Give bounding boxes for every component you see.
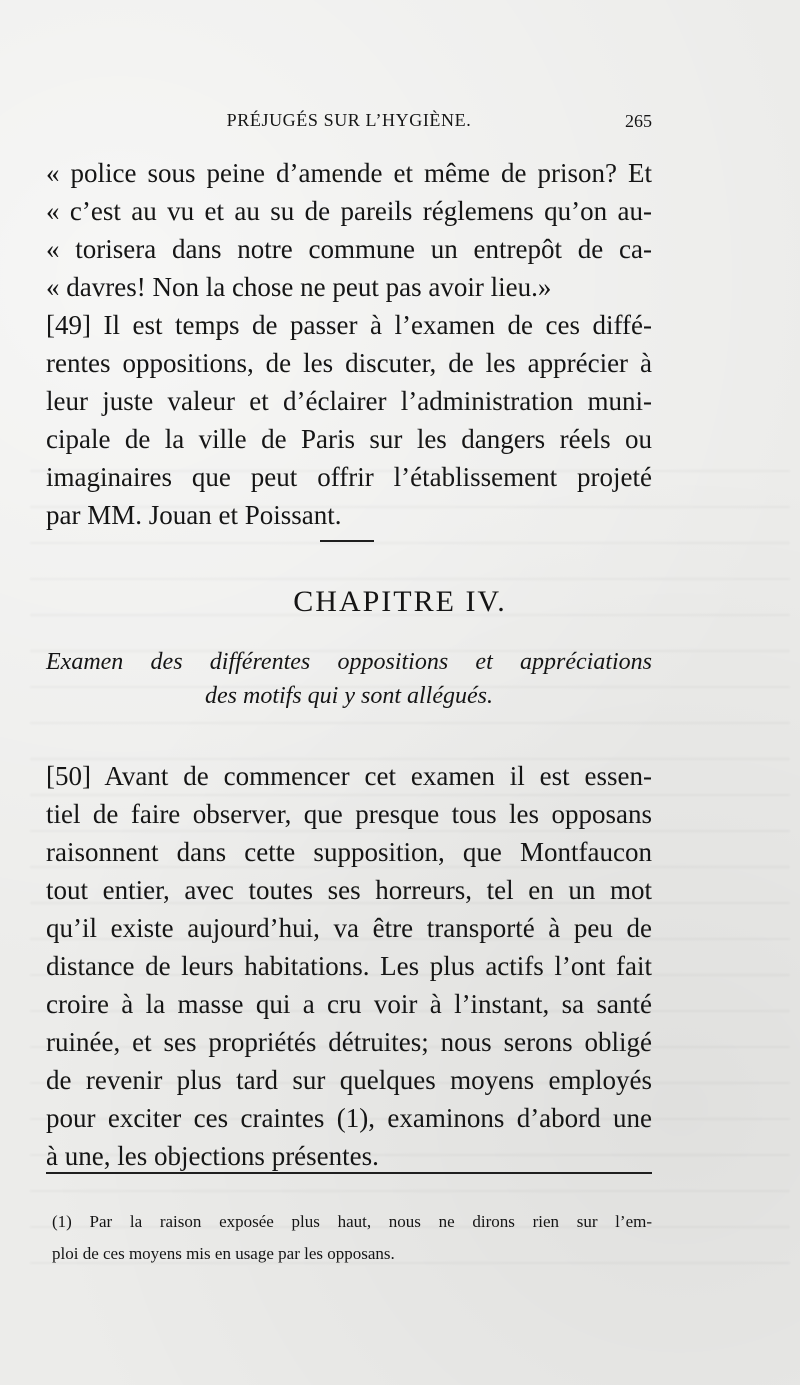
subtitle-line: Examen des différentes oppositions et appréciations — [46, 649, 652, 675]
body-line: [49] Il est temps de passer à l’examen de ces diffé- — [46, 310, 652, 340]
body-line: croire à la masse qui a cru voir à l’instant, sa santé — [46, 989, 652, 1019]
body-line: « torisera dans notre commune un entrepôt de ca- — [46, 234, 652, 264]
chapter-title: CHAPITRE IV. — [293, 585, 507, 618]
body-line: raisonnent dans cette supposition, que Montfaucon — [46, 837, 652, 867]
body-line: leur juste valeur et d’éclairer l’administration muni- — [46, 386, 652, 416]
body-line: tout entier, avec toutes ses horreurs, tel en un mot — [46, 875, 652, 905]
body-line: « police sous peine d’amende et même de prison? Et — [46, 158, 652, 188]
footnote-line: (1) Par la raison exposée plus haut, nous ne dirons rien sur l’em- — [52, 1212, 652, 1231]
body-line: par MM. Jouan et Poissant. — [46, 500, 342, 530]
body-line: rentes oppositions, de les discuter, de les apprécier à — [46, 348, 652, 378]
body-line: distance de leurs habitations. Les plus actifs l’ont fait — [46, 951, 652, 981]
footnote — [52, 1206, 652, 1270]
page-header — [46, 102, 652, 136]
body-line: « c’est au vu et au su de pareils réglemens qu’on au- — [46, 196, 652, 226]
body-line: pour exciter ces craintes (1), examinons d’abord une — [46, 1103, 652, 1133]
footnote-line: ploi de ces moyens mis en usage par les opposans. — [52, 1244, 395, 1263]
body-line: de revenir plus tard sur quelques moyens employés — [46, 1065, 652, 1095]
body-line: « davres! Non la chose ne peut pas avoir lieu.» — [46, 272, 552, 302]
subtitle-line: des motifs qui y sont allégués. — [205, 683, 493, 709]
body-line: cipale de la ville de Paris sur les dangers réels ou — [46, 424, 652, 454]
running-head: PRÉJUGÉS SUR L’HYGIÈNE. — [226, 110, 472, 130]
section-divider — [320, 540, 374, 542]
chapter-subtitle — [46, 645, 652, 713]
body-line: à une, les objections présentes. — [46, 1141, 379, 1171]
page-number: 265 — [625, 111, 652, 131]
body-line: imaginaires que peut offrir l’établissement projeté — [46, 462, 652, 492]
footnote-rule — [46, 1172, 652, 1174]
body-text-bottom — [46, 757, 652, 1175]
body-line: [50] Avant de commencer cet examen il est essen- — [46, 761, 652, 791]
body-line: tiel de faire observer, que presque tous les opposans — [46, 799, 652, 829]
body-line: qu’il existe aujourd’hui, va être transporté à peu de — [46, 913, 652, 943]
body-line: ruinée, et ses propriétés détruites; nous serons obligé — [46, 1027, 652, 1057]
body-text-top — [46, 154, 652, 534]
